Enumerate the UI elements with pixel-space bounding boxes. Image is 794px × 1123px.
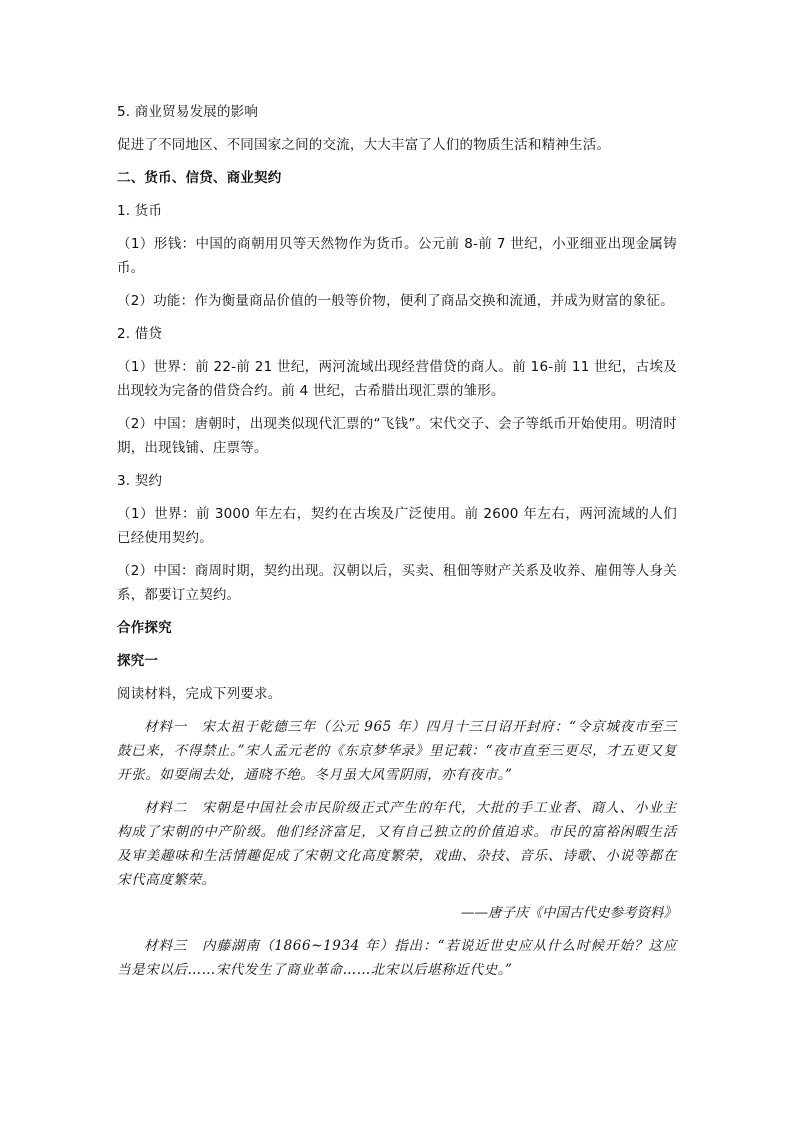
inquiry-title: 探究一 bbox=[117, 653, 159, 669]
contract-heading: 3. 契约 bbox=[117, 473, 163, 489]
section5-text: 促进了不同地区、不同国家之间的交流，大大丰富了人们的物质生活和精神生活。 bbox=[117, 137, 611, 153]
money-p1: （1）形钱：中国的商朝用贝等天然物作为货币。公元前 8-前 7 世纪，小亚细亚出现金属铸币。 bbox=[117, 236, 677, 276]
cooperation-title: 合作探究 bbox=[117, 620, 172, 636]
contract-p2: （2）中国：商周时期，契约出现。汉朝以后，买卖、租佃等财产关系及收养、雇佣等人身关系，都要订立契约。 bbox=[117, 563, 677, 603]
instruction-text: 阅读材料，完成下列要求。 bbox=[117, 686, 282, 702]
money-p2: （2）功能：作为衡量商品价值的一般等价物，便利了商品交换和流通，并成为财富的象征。 bbox=[117, 293, 674, 309]
part2-title: 二、货币、信贷、商业契约 bbox=[117, 170, 282, 186]
money-heading: 1. 货币 bbox=[117, 203, 163, 219]
material-1: 材料一 宋太祖于乾德三年（公元 965 年）四月十三日诏开封府：“令京城夜市至三鼓已来，不得禁止。”宋人孟元老的《东京梦华录》里记载：“夜市直至三更尽，才五更又复开张。如耍闹去处，通晓不绝。冬月虽大风雪阴雨，亦有夜市。” bbox=[117, 719, 677, 783]
document-page bbox=[117, 100, 677, 991]
material-2-source: ——唐子庆《中国古代史参考资料》 bbox=[461, 905, 677, 921]
material-2: 材料二 宋朝是中国社会市民阶级正式产生的年代，大批的手工业者、商人、小业主构成了宋朝的中产阶级。他们经济富足，又有自己独立的价值追求。市民的富裕闲暇生活及审美趣味和生活情趣促成了宋朝文化高度繁荣，戏曲、杂技、音乐、诗歌、小说等都在宋代高度繁荣。 bbox=[117, 800, 677, 888]
contract-p1: （1）世界：前 3000 年左右，契约在古埃及广泛使用。前 2600 年左右，两河流域的人们已经使用契约。 bbox=[117, 506, 677, 546]
section5-heading: 5. 商业贸易发展的影响 bbox=[117, 104, 259, 120]
credit-heading: 2. 借贷 bbox=[117, 326, 163, 342]
material-3: 材料三 内藤湖南（1866~1934 年）指出：“若说近世史应从什么时候开始？这应当是宋以后……宋代发生了商业革命……北宋以后堪称近代史。” bbox=[117, 938, 677, 978]
credit-p2: （2）中国：唐朝时，出现类似现代汇票的“飞钱”。宋代交子、会子等纸币开始使用。明清时期，出现钱铺、庄票等。 bbox=[117, 416, 677, 456]
credit-p1: （1）世界：前 22-前 21 世纪，两河流域出现经营借贷的商人。前 16-前 11 世纪，古埃及出现较为完备的借贷合约。前 4 世纪，古希腊出现汇票的雏形。 bbox=[117, 359, 677, 399]
